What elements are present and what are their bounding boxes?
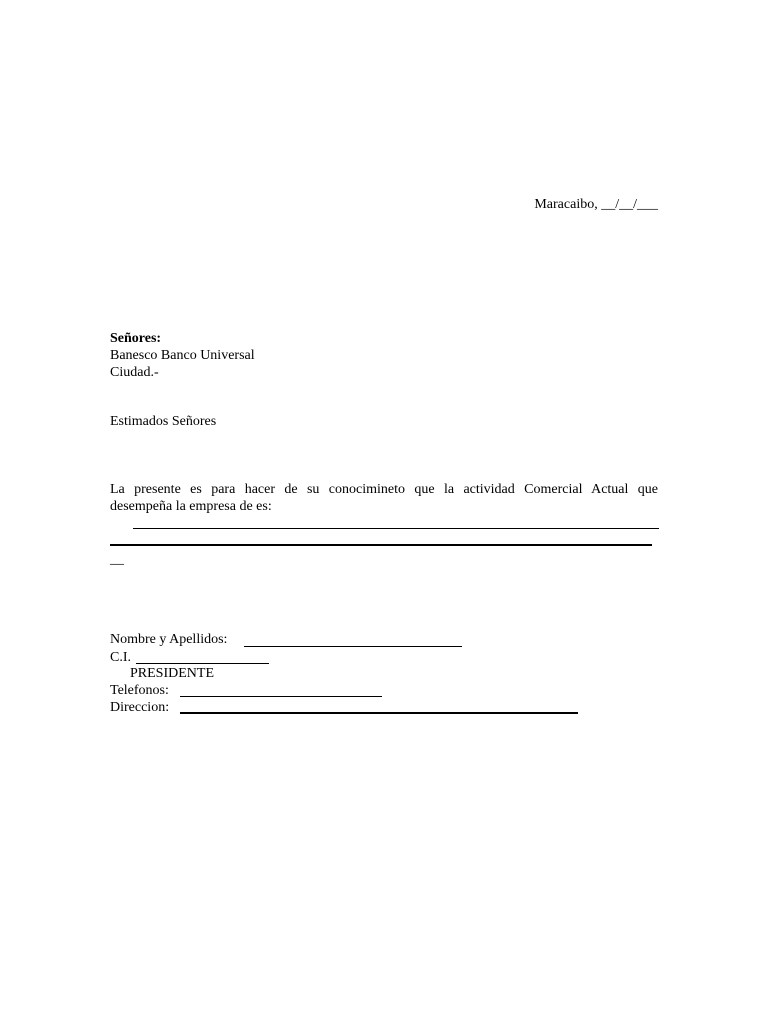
phone-blank [180, 696, 382, 697]
bank-name: Banesco Banco Universal [110, 348, 255, 363]
activity-blank-line-2 [110, 544, 652, 546]
phone-label: Telefonos: [110, 683, 169, 698]
city-line: Ciudad.- [110, 365, 159, 380]
name-blank [244, 646, 462, 647]
date-line: Maracaibo, __/__/___ [534, 197, 658, 212]
body-paragraph-line2: desempeña la empresa de es: [110, 499, 272, 514]
greeting: Estimados Señores [110, 414, 217, 429]
address-blank [180, 712, 578, 714]
id-label: C.I. [110, 650, 131, 665]
address-label: Direccion: [110, 700, 170, 715]
activity-blank-line-3: __ [110, 552, 124, 567]
name-label: Nombre y Apellidos: [110, 632, 228, 647]
salutation-heading: Señores: [110, 331, 162, 346]
body-paragraph-line1: La presente es para hacer de su conocimineto que la actividad Comercial Actual que [110, 482, 658, 497]
president-title: PRESIDENTE [130, 666, 214, 681]
id-blank [136, 663, 269, 664]
activity-blank-line-1 [133, 528, 659, 529]
